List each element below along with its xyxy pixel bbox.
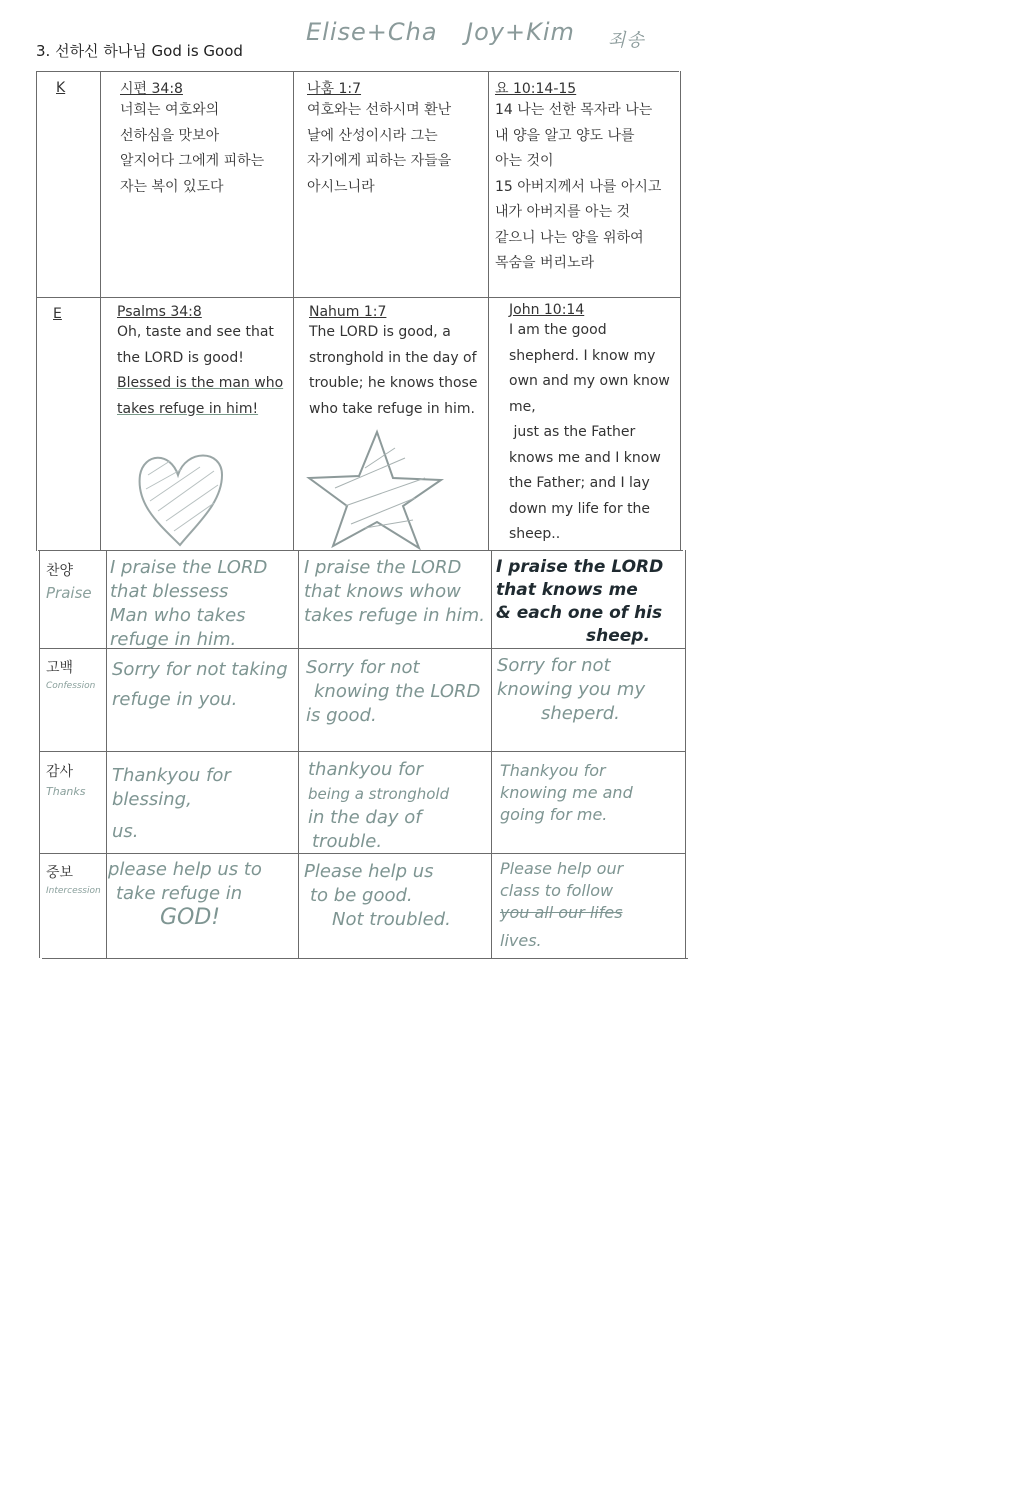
row-label-e: E — [53, 306, 62, 322]
handwritten-line: us. — [112, 821, 139, 842]
verse-line: 내가 아버지를 아는 것 — [495, 204, 631, 220]
handwritten-line: take refuge in — [116, 883, 243, 904]
verse-reference: Psalms 34:8 — [117, 304, 202, 320]
english-verse-3 — [509, 302, 679, 548]
verse-line: down my life for the — [509, 500, 651, 517]
handwritten-line: takes refuge in him. — [304, 605, 485, 626]
handwritten-line: to be good. — [310, 885, 413, 906]
grid-line — [36, 297, 681, 298]
grid-line — [38, 550, 683, 551]
english-verse-1 — [117, 304, 292, 422]
grid-line — [298, 550, 299, 958]
verse-line: 14 나는 선한 목자라 나는 — [495, 102, 653, 118]
verse-reference: 시편 34:8 — [120, 81, 183, 97]
verse-line: 내 양을 알고 양도 나를 — [495, 127, 635, 144]
handwritten-line: being a stronghold — [308, 785, 450, 803]
english-verse-2 — [309, 304, 487, 422]
verse-line: the LORD is good! — [117, 349, 244, 366]
handwritten-line: sheperd. — [541, 703, 620, 724]
verse-line: 너희는 여호와의 — [120, 102, 220, 118]
handwritten-line: knowing the LORD — [314, 681, 481, 702]
verse-line: stronghold in the day of — [309, 349, 477, 366]
handwritten-line: I praise the LORD — [496, 557, 664, 577]
praise-entry-3 — [496, 556, 684, 648]
handwritten-line: trouble. — [312, 831, 383, 852]
korean-verse-3 — [495, 78, 677, 277]
grid-line — [106, 550, 107, 958]
verse-line: 알지어다 그에게 피하는 — [120, 153, 265, 169]
handwritten-line: Sorry for not — [497, 655, 611, 676]
page-title: 3. 선하신 하나님 God is Good — [36, 42, 243, 60]
author-name-3: 죄송 — [608, 30, 645, 51]
handwritten-line: & each one of his — [496, 603, 663, 623]
thanks-entry-3 — [500, 760, 682, 826]
heart-drawing — [130, 445, 230, 550]
star-drawing — [305, 428, 445, 550]
handwritten-line: Man who takes — [110, 605, 246, 626]
handwritten-line: I praise the LORD — [304, 557, 462, 578]
handwritten-line: that blessess — [110, 581, 229, 602]
row-label-confession: 고백 Confession — [46, 660, 96, 691]
handwritten-line: knowing you my — [497, 679, 646, 700]
handwritten-line: is good. — [306, 705, 377, 726]
intercession-entry-1 — [108, 858, 294, 930]
handwritten-line: Not troubled. — [332, 909, 451, 930]
grid-line — [491, 550, 492, 958]
grid-line — [36, 71, 37, 551]
verse-line: trouble; he knows those — [309, 375, 478, 391]
verse-line: Oh, taste and see that — [117, 324, 274, 340]
handwritten-line: class to follow — [500, 881, 614, 900]
handwritten-line: lives. — [500, 931, 542, 950]
handwritten-line: Thankyou for — [500, 761, 606, 780]
praise-entry-1 — [110, 556, 296, 652]
grid-line — [488, 71, 489, 551]
grid-line — [36, 71, 679, 72]
handwritten-line: Please help us — [304, 861, 434, 882]
verse-reference: John 10:14 — [509, 302, 585, 318]
handwritten-line: going for me. — [500, 805, 608, 824]
verse-line: 15 아버지께서 나를 아시고 — [495, 178, 662, 195]
grid-line — [293, 71, 294, 551]
intercession-entry-2 — [304, 860, 490, 932]
verse-line: knows me and I know — [509, 449, 661, 466]
handwritten-line: sheep. — [586, 626, 650, 646]
verse-line: 목숨을 버리노라 — [495, 255, 595, 271]
row-label-praise: 찬양 Praise — [46, 563, 92, 602]
handwritten-line: I praise the LORD — [110, 557, 268, 578]
verse-reference: 요 10:14-15 — [495, 81, 577, 97]
thanks-entry-2 — [308, 758, 490, 854]
grid-line — [100, 71, 101, 551]
verse-line: takes refuge in him! — [117, 400, 259, 417]
handwritten-line: Please help our — [500, 859, 624, 878]
korean-verse-1 — [120, 78, 290, 200]
handwritten-line: Sorry for not — [306, 657, 420, 678]
verse-line: shepherd. I know my — [509, 347, 656, 364]
handwritten-line: GOD! — [160, 905, 221, 930]
verse-reference: Nahum 1:7 — [309, 304, 387, 320]
verse-line: sheep.. — [509, 526, 561, 542]
verse-line: 여호와는 선하시며 환난 — [307, 102, 452, 118]
verse-line: 아시느니라 — [307, 178, 375, 195]
author-name-2: Joy+Kim — [466, 18, 575, 46]
confession-entry-1 — [112, 658, 296, 712]
handwritten-line: that knows me — [496, 580, 638, 600]
thanks-entry-1 — [112, 764, 296, 844]
row-label-thanks: 감사 Thanks — [46, 764, 86, 798]
handwritten-line: please help us to — [108, 859, 262, 880]
author-name-1: Elise+Cha — [306, 18, 438, 46]
verse-line: The LORD is good, a — [309, 324, 451, 340]
handwritten-line: Thankyou for blessing, — [112, 765, 231, 810]
confession-entry-3 — [497, 654, 683, 726]
verse-line: 자는 복이 있도다 — [120, 178, 224, 195]
verse-line: just as the Father — [509, 424, 636, 440]
handwritten-line: in the day of — [308, 807, 422, 828]
handwritten-line: refuge in him. — [110, 629, 237, 650]
handwritten-line: knowing me and — [500, 783, 633, 802]
verse-line: own and my own know — [509, 373, 670, 389]
verse-line: me, — [509, 398, 536, 415]
row-label-k: K — [56, 80, 66, 96]
handwritten-line: Sorry for not taking — [112, 659, 288, 680]
verse-line: 아는 것이 — [495, 153, 554, 169]
verse-line: the Father; and I lay — [509, 475, 650, 491]
confession-entry-2 — [306, 656, 490, 728]
korean-verse-2 — [307, 78, 485, 200]
verse-line: 선하심을 맛보아 — [120, 127, 220, 144]
verse-line: Blessed is the man who — [117, 375, 284, 391]
verse-line: 자기에게 피하는 자들을 — [307, 153, 452, 169]
handwritten-line: thankyou for — [308, 759, 423, 780]
verse-reference: 나훔 1:7 — [307, 81, 362, 97]
verse-line: who take refuge in him. — [309, 400, 475, 417]
row-label-intercession: 중보 Intercession — [46, 865, 101, 896]
verse-line: 날에 산성이시라 그는 — [307, 127, 438, 144]
grid-line — [680, 71, 681, 551]
verse-line: 같으니 나는 양을 위하여 — [495, 229, 644, 246]
grid-line — [40, 751, 686, 752]
praise-entry-2 — [304, 556, 490, 628]
handwritten-line: that knows whow — [304, 581, 461, 602]
handwritten-line: refuge in you. — [112, 689, 238, 710]
grid-line — [42, 958, 688, 959]
grid-line — [685, 550, 686, 958]
verse-line: I am the good — [509, 322, 607, 338]
handwritten-line: you all our lifes — [500, 903, 623, 922]
grid-line — [39, 550, 40, 958]
intercession-entry-3 — [500, 858, 684, 952]
